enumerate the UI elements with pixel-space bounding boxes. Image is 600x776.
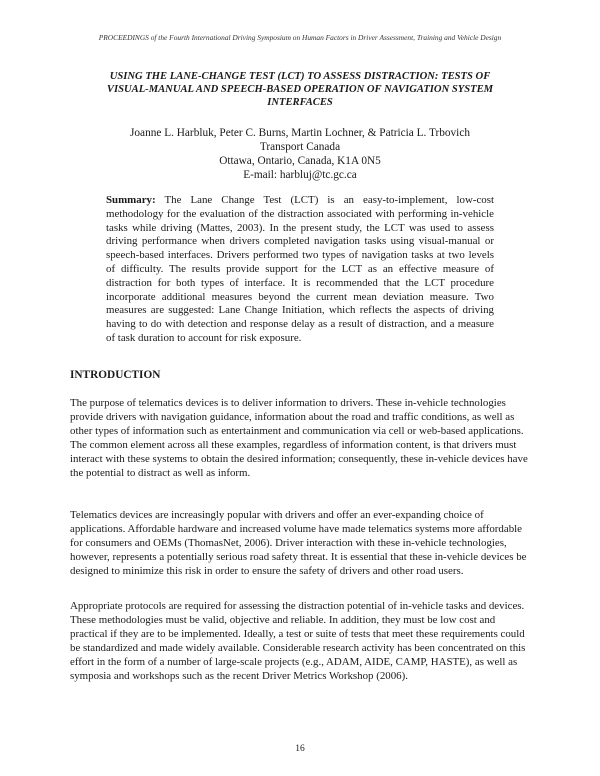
author-location: Ottawa, Ontario, Canada, K1A 0N5	[219, 155, 381, 167]
abstract	[106, 194, 494, 346]
running-head: PROCEEDINGS of the Fourth International Driving Symposium on Human Factors in Driver Assessment, Training and Vehicle Design	[98, 33, 502, 42]
paragraph: The purpose of telematics devices is to deliver information to drivers. These in-vehicle technologies provide drivers with navigation guidance, information about the road and traffic conditions, as well as other types of information such as entertainment and communication via cell or web-based applications. The common element across all these examples, regardless of information content, is that drivers must interact with these systems to obtain the desired information; consequently, these in-vehicle devices have the potential to distract as well as inform.	[70, 397, 528, 479]
author-email: E-mail: harbluj@tc.gc.ca	[243, 169, 357, 181]
author-names: Joanne L. Harbluk, Peter C. Burns, Martin Lochner, & Patricia L. Trbovich	[130, 127, 470, 139]
page-number: 16	[295, 744, 305, 754]
abstract-label: Summary:	[106, 194, 156, 206]
abstract-text: The Lane Change Test (LCT) is an easy-to-implement, low-cost methodology for the evaluation of the distraction associated with performing in-vehicle tasks while driving (Mattes, 2003). In the present study, the LCT was used to assess driving performance when drivers completed navigation tasks using visual-manual or speech-based interfaces. Drivers performed two types of navigation tasks at two levels of difficulty. The results provide support for the LCT as an effective measure of distraction for both types of interface. It is recommended that the LCT procedure incorporate additional measures beyond the current mean deviation measure. Two measures are suggested: Lane Change Initiation, which reflects the aspects of driving having to do with detection and response delay as a result of distraction, and a measure of task duration to account for risk exposure.	[106, 194, 494, 344]
paper-title: USING THE LANE-CHANGE TEST (LCT) TO ASSESS DISTRACTION: TESTS OF VISUAL-MANUAL AND SPEECH-BASED OPERATION OF NAVIGATION SYSTEM INTERFACES	[106, 71, 494, 108]
paragraph: Appropriate protocols are required for assessing the distraction potential of in-vehicle tasks and devices. These methodologies must be valid, objective and reliable. In addition, they must be low cost and practical if they are to be implemented. Ideally, a test or suite of tests that meet these requirements could be standardized and made widely available. Considerable research activity has been concentrated on this effort in the form of a number of large-scale projects (e.g., ADAM, AIDE, CAMP, HASTE), as well as symposia and workshops such as the recent Driver Metrics Workshop (2006).	[70, 600, 526, 682]
author-block	[0, 126, 600, 182]
paragraph: Telematics devices are increasingly popular with drivers and offer an ever-expanding choice of applications. Affordable hardware and increased volume have made telematics systems more affordable for consumers and OEMs (ThomasNet, 2006). Driver interaction with these in-vehicle technologies, however, represents a potentially serious road safety threat. It is essential that these in-vehicle devices be designed to minimize this risk in order to ensure the safety of drivers and other road users.	[70, 509, 527, 577]
section-heading-introduction: INTRODUCTION	[70, 369, 161, 381]
author-organization: Transport Canada	[259, 141, 341, 153]
